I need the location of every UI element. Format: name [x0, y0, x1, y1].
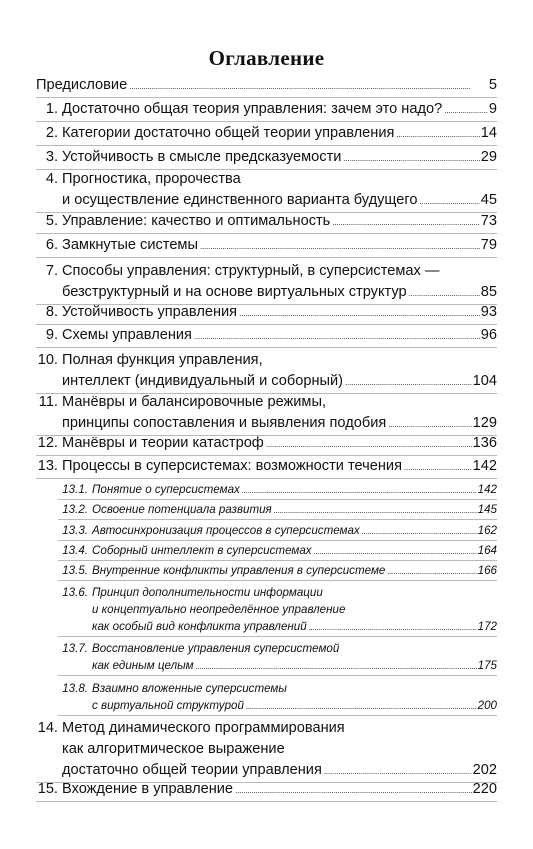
entry-divider — [36, 233, 497, 234]
page-number: 166 — [477, 564, 497, 577]
entry-number: 2. — [45, 125, 58, 141]
toc-entry[interactable] — [0, 779, 533, 801]
page-number: 104 — [472, 373, 497, 389]
entry-title: Автосинхронизация процессов в суперсистемах — [92, 524, 360, 537]
entry-title: Полная функция управления, — [62, 352, 263, 368]
entry-title: Управление: качество и оптимальность — [62, 213, 331, 229]
page-number: 85 — [480, 284, 497, 300]
page-number: 5 — [488, 77, 497, 93]
dot-leader — [242, 481, 477, 499]
dot-leader — [387, 562, 476, 580]
entry-number: 4. — [45, 171, 58, 187]
entry-title: Схемы управления — [62, 327, 192, 343]
page-number: 129 — [472, 415, 497, 431]
entry-divider — [36, 97, 497, 98]
entry-title: Взаимно вложенные суперсистемы — [92, 682, 287, 695]
dot-leader — [409, 282, 480, 304]
entry-divider — [36, 121, 497, 122]
entry-divider — [58, 560, 497, 561]
toc-entry[interactable] — [0, 456, 533, 478]
entry-title: Восстановление управления суперсистемой — [92, 642, 340, 655]
toc-entry[interactable] — [0, 325, 533, 347]
dot-leader — [396, 123, 479, 145]
page-number: 73 — [480, 213, 497, 229]
dot-leader — [420, 190, 480, 212]
dot-leader — [274, 501, 477, 519]
entry-number: 13.6. — [62, 586, 88, 599]
page-number: 175 — [477, 659, 497, 672]
entry-number: 15. — [37, 781, 58, 797]
entry-title: Предисловие — [36, 77, 128, 93]
toc-entry[interactable] — [0, 235, 533, 257]
dot-leader — [314, 542, 477, 560]
toc-entry[interactable] — [0, 392, 533, 435]
entry-title: Манёвры и теории катастроф — [62, 435, 264, 451]
dot-leader — [129, 75, 488, 97]
dot-leader — [246, 697, 477, 715]
page-number: 200 — [477, 699, 497, 712]
dot-leader — [235, 779, 472, 801]
toc-subentry[interactable] — [0, 501, 533, 519]
dot-leader — [388, 413, 471, 435]
entry-title: и осуществление единственного варианта будущего — [62, 192, 418, 208]
toc-subentry[interactable] — [0, 481, 533, 499]
entry-number: 13.5. — [62, 564, 88, 577]
entry-title: безструктурный и на основе виртуальных структур — [62, 284, 407, 300]
entry-number: 13.2. — [62, 503, 88, 516]
entry-title: Понятие о суперсистемах — [92, 483, 240, 496]
page-number: 93 — [480, 304, 497, 320]
dot-leader — [239, 302, 480, 324]
entry-divider — [58, 675, 497, 676]
dot-leader — [404, 456, 472, 478]
entry-title: интеллект (индивидуальный и соборный) — [62, 373, 344, 389]
page-number: 172 — [477, 620, 497, 633]
entry-divider — [58, 519, 497, 520]
entry-title: Прогностика, пророчества — [62, 171, 241, 187]
dot-leader — [194, 325, 480, 347]
entry-divider — [58, 580, 497, 581]
dot-leader — [196, 657, 477, 675]
page-number: 220 — [472, 781, 497, 797]
entry-title: Освоение потенциала развития — [92, 503, 272, 516]
toc-entry[interactable] — [0, 350, 533, 393]
toc-subentry[interactable] — [0, 522, 533, 540]
entry-title: Способы управления: структурный, в суперсистемах — — [62, 263, 440, 279]
toc-entry[interactable] — [0, 99, 533, 121]
page-number: 136 — [472, 435, 497, 451]
entry-title: Устойчивость управления — [62, 304, 238, 320]
entry-number: 7. — [45, 263, 58, 279]
page-number: 162 — [477, 524, 497, 537]
entry-divider — [36, 257, 497, 258]
toc-entry[interactable] — [0, 261, 533, 304]
dot-leader — [200, 235, 480, 257]
entry-number: 5. — [45, 213, 58, 229]
entry-number: 6. — [45, 237, 58, 253]
entry-title: и концептуально неопределённое управление — [92, 603, 346, 616]
dot-leader — [345, 371, 472, 393]
dot-leader — [266, 433, 472, 455]
entry-title: как алгоритмическое выражение — [62, 741, 285, 757]
entry-title: Процессы в суперсистемах: возможности течения — [62, 458, 402, 474]
entry-number: 13.4. — [62, 544, 88, 557]
entry-divider — [36, 478, 497, 479]
toc-entry[interactable] — [0, 718, 533, 782]
entry-divider — [36, 347, 497, 348]
toc-subentry[interactable] — [0, 584, 533, 636]
page-number: 9 — [488, 101, 497, 117]
entry-title: достаточно общей теории управления — [62, 762, 322, 778]
page-number: 29 — [480, 149, 497, 165]
page-number: 96 — [480, 327, 497, 343]
entry-divider — [58, 715, 497, 716]
dot-leader — [343, 147, 479, 169]
page-number: 45 — [480, 192, 497, 208]
entry-divider — [36, 801, 497, 802]
entry-number: 13.7. — [62, 642, 88, 655]
entry-divider — [58, 636, 497, 637]
entry-divider — [58, 499, 497, 500]
dot-leader — [362, 522, 477, 540]
entry-title: Устойчивость в смысле предсказуемости — [62, 149, 342, 165]
entry-number: 9. — [45, 327, 58, 343]
page-title: Оглавление — [208, 46, 325, 70]
toc-entry[interactable] — [0, 433, 533, 455]
toc-entry[interactable] — [0, 147, 533, 169]
entry-number: 13.8. — [62, 682, 88, 695]
entry-title: Метод динамического программирования — [62, 720, 345, 736]
entry-number: 14. — [37, 720, 58, 736]
page-number: 145 — [477, 503, 497, 516]
entry-title: Категории достаточно общей теории управления — [62, 125, 395, 141]
toc-subentry[interactable] — [0, 542, 533, 560]
entry-title: с виртуальной структурой — [92, 699, 244, 712]
page-number: 202 — [472, 762, 497, 778]
entry-title: принципы сопоставления и выявления подобия — [62, 415, 387, 431]
entry-number: 1. — [45, 101, 58, 117]
dot-leader — [332, 211, 479, 233]
entry-title: Манёвры и балансировочные режимы, — [62, 394, 327, 410]
entry-number: 13.1. — [62, 483, 88, 496]
entry-title: Внутренние конфликты управления в суперсистеме — [92, 564, 386, 577]
entry-title: Соборный интеллект в суперсистемах — [92, 544, 312, 557]
entry-title: Достаточно общая теория управления: зачем это надо? — [62, 101, 443, 117]
entry-number: 12. — [37, 435, 58, 451]
entry-title: Вхождение в управление — [62, 781, 234, 797]
page-number: 164 — [477, 544, 497, 557]
page-number: 79 — [480, 237, 497, 253]
toc-entry[interactable] — [0, 123, 533, 145]
entry-divider — [58, 540, 497, 541]
page-number: 14 — [480, 125, 497, 141]
toc-subentry[interactable] — [0, 680, 533, 715]
dot-leader — [309, 618, 477, 636]
page-number: 142 — [472, 458, 497, 474]
entry-title: Замкнутые системы — [62, 237, 198, 253]
toc-entry[interactable] — [0, 169, 533, 212]
entry-divider — [36, 145, 497, 146]
toc-entry[interactable] — [0, 302, 533, 324]
entry-number: 10. — [37, 352, 58, 368]
entry-title: как особый вид конфликта управлений — [92, 620, 307, 633]
entry-number: 3. — [45, 149, 58, 165]
toc-entry[interactable] — [0, 211, 533, 233]
toc-subentry[interactable] — [0, 640, 533, 675]
entry-number: 11. — [38, 394, 58, 410]
entry-title: как единым целым — [92, 659, 194, 672]
entry-number: 8. — [45, 304, 58, 320]
page-number: 142 — [477, 483, 497, 496]
entry-number: 13. — [37, 458, 58, 474]
dot-leader — [444, 99, 488, 121]
toc-entry[interactable] — [0, 75, 533, 97]
entry-title: Принцип дополнительности информации — [92, 586, 323, 599]
toc-subentry[interactable] — [0, 562, 533, 580]
entry-number: 13.3. — [62, 524, 88, 537]
